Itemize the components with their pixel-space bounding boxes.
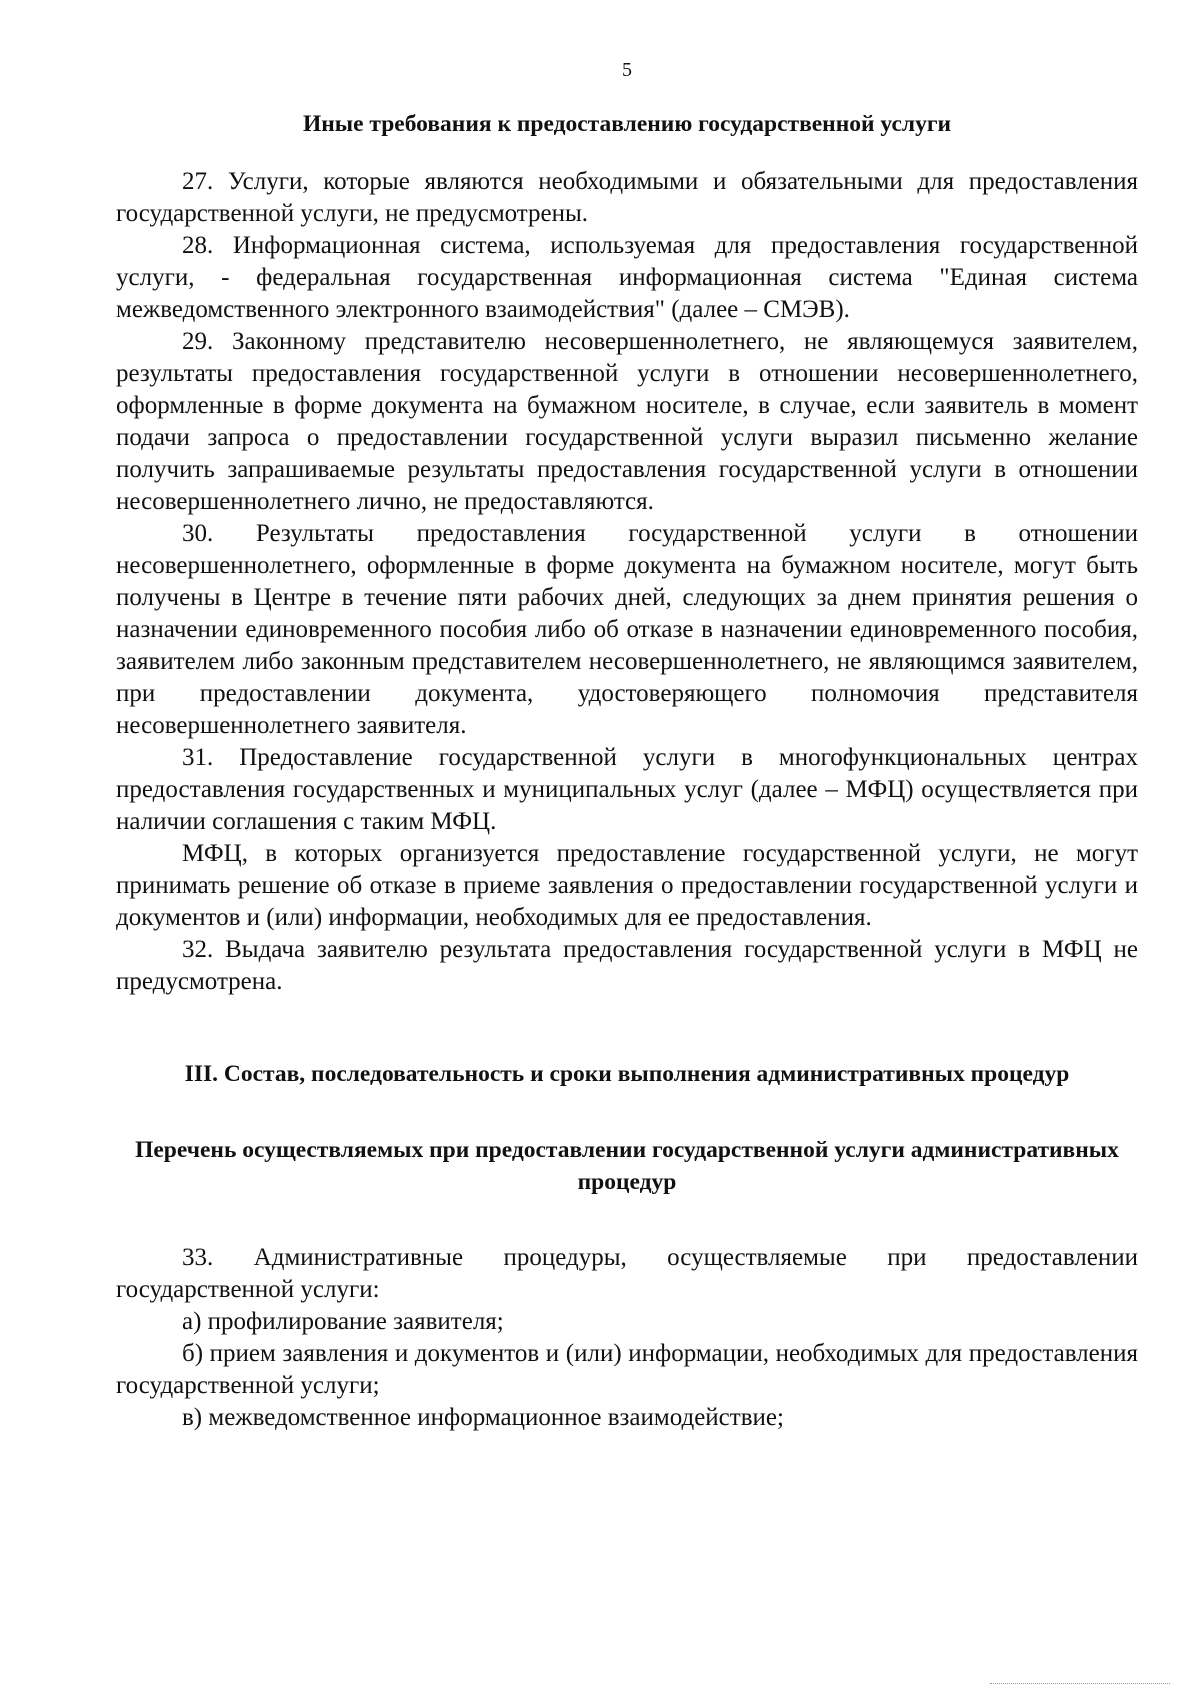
document-page (116, 58, 1138, 1434)
paragraph-28: 28. Информационная система, используемая для предоставления государственной услуги, - федеральная государственная информационная система "Единая система межведомственного электронного взаимодействия" (далее – СМЭВ). (116, 232, 1138, 323)
heading-other-requirements: Иные требования к предоставлению государственной услуги (302, 111, 952, 137)
page-number: 5 (622, 59, 632, 81)
heading-procedures-list: Перечень осуществляемых при предоставлении государственной услуги административных процедур (135, 1137, 1119, 1195)
paragraph-31: 31. Предоставление государственной услуги в многофункциональных центрах предоставления государственных и муниципальных услуг (далее – МФЦ) осуществляется при наличии соглашения с таким МФЦ. (116, 744, 1138, 835)
paragraph-33: 33. Административные процедуры, осуществляемые при предоставлении государственной услуги: (116, 1244, 1138, 1303)
paragraph-32: 32. Выдача заявителю результата предоставления государственной услуги в МФЦ не предусмотрена. (116, 936, 1138, 995)
paragraph-30: 30. Результаты предоставления государственной услуги в отношении несовершеннолетнего, оформленные в форме документа на бумажном носителе, могут быть получены в Центре в течение пяти рабочих дней, следующих за днем принятия решения о назначении единовременного пособия либо об отказе в назначении единовременного пособия, заявителем либо законным представителем несовершеннолетнего, не являющимся заявителем, при предоставлении документа, удостоверяющего полномочия представителя несовершеннолетнего заявителя. (116, 520, 1138, 739)
list-item-v: в) межведомственное информационное взаимодействие; (182, 1404, 784, 1431)
paragraph-mfc: МФЦ, в которых организуется предоставление государственной услуги, не могут принимать решение об отказе в приеме заявления о предоставлении государственной услуги и документов и (или) информации, необходимых для ее предоставления. (116, 840, 1138, 931)
heading-section-3: III. Состав, последовательность и сроки выполнения административных процедур (184, 1061, 1070, 1087)
paragraph-27: 27. Услуги, которые являются необходимыми и обязательными для предоставления государственной услуги, не предусмотрены. (116, 168, 1138, 227)
footer-dotted-line (990, 1683, 1170, 1684)
list-item-b: б) прием заявления и документов и (или) информации, необходимых для предоставления государственной услуги; (116, 1340, 1138, 1399)
paragraph-29: 29. Законному представителю несовершеннолетнего, не являющемуся заявителем, результаты предоставления государственной услуги в отношении несовершеннолетнего, оформленные в форме документа на бумажном носителе, в случае, если заявитель в момент подачи запроса о предоставлении государственной услуги выразил письменно желание получить запрашиваемые результаты предоставления государственной услуги в отношении несовершеннолетнего лично, не предоставляются. (116, 328, 1138, 515)
list-item-a: а) профилирование заявителя; (182, 1308, 504, 1335)
